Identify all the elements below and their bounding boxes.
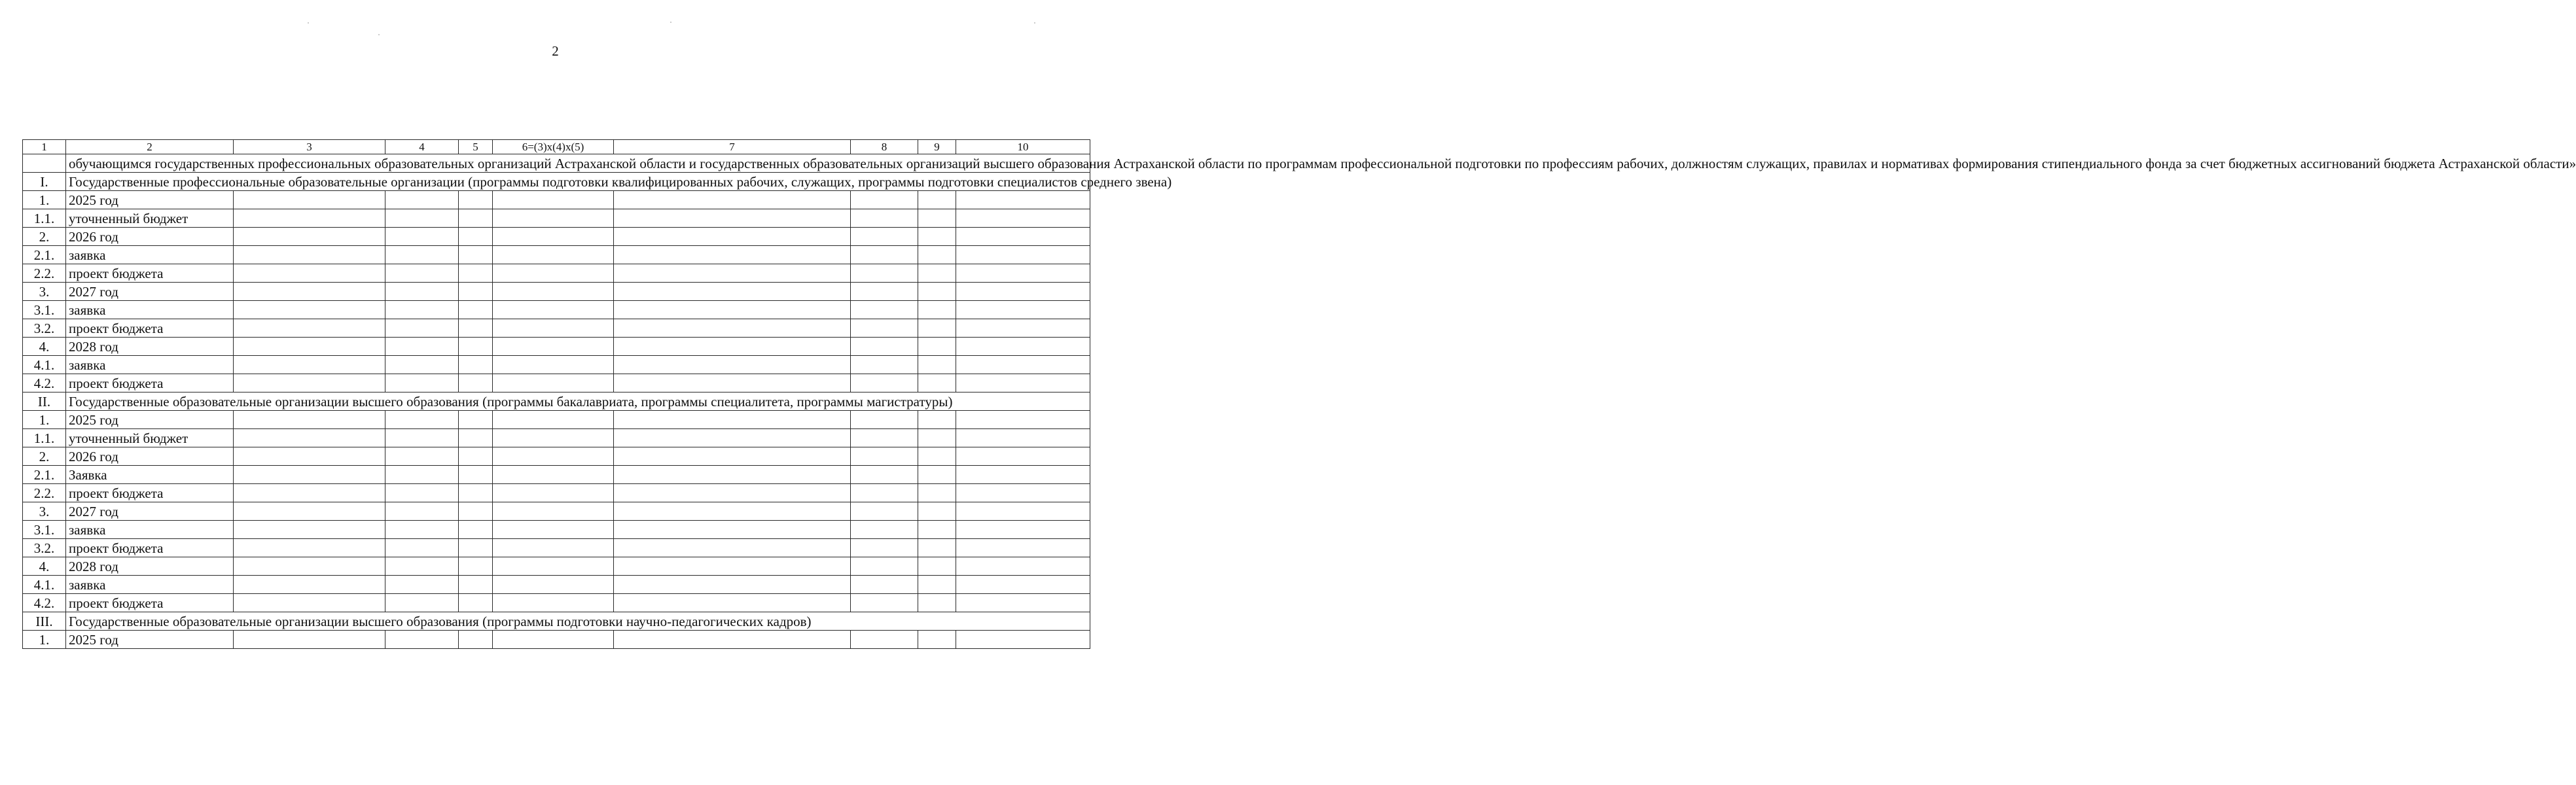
empty-cell xyxy=(459,539,493,557)
empty-cell xyxy=(459,264,493,283)
scan-speck xyxy=(378,34,380,35)
empty-cell xyxy=(234,594,385,612)
empty-cell xyxy=(851,466,918,484)
empty-cell xyxy=(459,319,493,338)
empty-cell xyxy=(918,484,956,502)
empty-cell xyxy=(385,466,459,484)
empty-cell xyxy=(956,539,1090,557)
empty-cell xyxy=(851,576,918,594)
section-header-row xyxy=(23,612,1090,631)
empty-cell xyxy=(918,594,956,612)
empty-cell xyxy=(614,594,851,612)
table-row xyxy=(23,447,1090,466)
column-number: 1 xyxy=(23,140,66,154)
empty-cell xyxy=(493,576,614,594)
empty-cell xyxy=(234,466,385,484)
empty-cell xyxy=(234,484,385,502)
empty-cell xyxy=(385,264,459,283)
empty-cell xyxy=(851,228,918,246)
empty-cell xyxy=(234,209,385,228)
empty-cell xyxy=(493,484,614,502)
page-number: 2 xyxy=(552,43,559,59)
empty-cell xyxy=(493,191,614,209)
empty-cell xyxy=(918,411,956,429)
column-number: 3 xyxy=(234,140,385,154)
row-label: 2025 год xyxy=(66,411,234,429)
empty-cell xyxy=(918,228,956,246)
empty-cell xyxy=(956,283,1090,301)
empty-cell xyxy=(918,191,956,209)
empty-cell xyxy=(493,447,614,466)
row-number: 1.1. xyxy=(23,429,66,447)
row-label: проект бюджета xyxy=(66,594,234,612)
empty-cell xyxy=(956,338,1090,356)
empty-cell xyxy=(956,246,1090,264)
empty-cell xyxy=(851,539,918,557)
row-label: проект бюджета xyxy=(66,264,234,283)
empty-cell xyxy=(234,356,385,374)
empty-cell xyxy=(614,319,851,338)
empty-cell xyxy=(385,338,459,356)
empty-cell xyxy=(493,502,614,521)
table-row xyxy=(23,228,1090,246)
empty-cell xyxy=(956,502,1090,521)
row-label: уточненный бюджет xyxy=(66,209,234,228)
empty-cell xyxy=(851,484,918,502)
empty-cell xyxy=(493,283,614,301)
empty-cell xyxy=(459,209,493,228)
scan-speck xyxy=(1034,22,1035,24)
row-number: 1. xyxy=(23,631,66,649)
row-number: 4.2. xyxy=(23,594,66,612)
empty-cell xyxy=(234,631,385,649)
row-label: 2026 год xyxy=(66,447,234,466)
empty-cell xyxy=(493,319,614,338)
empty-cell xyxy=(851,356,918,374)
row-number: 3.1. xyxy=(23,521,66,539)
empty-cell xyxy=(493,209,614,228)
empty-cell xyxy=(918,374,956,392)
empty-cell xyxy=(385,539,459,557)
empty-cell xyxy=(956,466,1090,484)
empty-cell xyxy=(459,447,493,466)
empty-cell xyxy=(493,411,614,429)
empty-cell xyxy=(234,502,385,521)
empty-cell xyxy=(614,246,851,264)
table-row xyxy=(23,576,1090,594)
empty-cell xyxy=(459,301,493,319)
row-label: заявка xyxy=(66,301,234,319)
empty-cell xyxy=(459,356,493,374)
table-row xyxy=(23,411,1090,429)
empty-cell xyxy=(493,429,614,447)
empty-cell xyxy=(234,246,385,264)
column-number: 5 xyxy=(459,140,493,154)
empty-cell xyxy=(918,246,956,264)
empty-cell xyxy=(385,191,459,209)
empty-cell xyxy=(385,301,459,319)
empty-cell xyxy=(385,631,459,649)
empty-cell xyxy=(493,557,614,576)
empty-cell xyxy=(956,264,1090,283)
empty-cell xyxy=(234,283,385,301)
row-label: 2027 год xyxy=(66,283,234,301)
table-row xyxy=(23,191,1090,209)
table-body xyxy=(23,140,2576,649)
empty-cell xyxy=(614,338,851,356)
empty-cell xyxy=(956,301,1090,319)
table-row xyxy=(23,374,1090,392)
table-row xyxy=(23,264,1090,283)
empty-cell xyxy=(385,484,459,502)
column-number: 8 xyxy=(851,140,918,154)
empty-cell xyxy=(956,374,1090,392)
row-label: 2025 год xyxy=(66,631,234,649)
empty-cell xyxy=(918,557,956,576)
empty-cell xyxy=(851,557,918,576)
empty-cell xyxy=(918,539,956,557)
empty-cell xyxy=(385,374,459,392)
empty-cell xyxy=(851,631,918,649)
empty-cell xyxy=(956,411,1090,429)
empty-cell xyxy=(614,557,851,576)
row-number: 2. xyxy=(23,228,66,246)
empty-cell xyxy=(614,502,851,521)
section-title: Государственные образовательные организации высшего образования (программы бакалавриата, программы специалитета, программы магистратуры) xyxy=(66,392,1090,411)
row-label: проект бюджета xyxy=(66,539,234,557)
row-label: уточненный бюджет xyxy=(66,429,234,447)
empty-cell xyxy=(956,631,1090,649)
empty-cell xyxy=(493,246,614,264)
empty-cell xyxy=(385,246,459,264)
empty-cell xyxy=(234,557,385,576)
empty-cell xyxy=(918,209,956,228)
empty-cell xyxy=(385,356,459,374)
empty-cell xyxy=(385,502,459,521)
empty-cell xyxy=(234,374,385,392)
section-number: II. xyxy=(23,392,66,411)
empty-cell xyxy=(493,539,614,557)
empty-cell xyxy=(385,594,459,612)
empty-cell xyxy=(459,374,493,392)
empty-cell xyxy=(614,374,851,392)
empty-cell xyxy=(493,264,614,283)
table-row xyxy=(23,539,1090,557)
empty-cell xyxy=(234,191,385,209)
empty-cell xyxy=(851,594,918,612)
empty-cell xyxy=(956,484,1090,502)
table-row xyxy=(23,557,1090,576)
empty-cell xyxy=(614,484,851,502)
empty-cell xyxy=(459,594,493,612)
empty-cell xyxy=(956,576,1090,594)
empty-cell xyxy=(956,521,1090,539)
empty-cell xyxy=(234,319,385,338)
table-row xyxy=(23,484,1090,502)
empty-cell xyxy=(851,319,918,338)
scan-speck xyxy=(670,22,671,23)
empty-cell xyxy=(956,557,1090,576)
empty-cell xyxy=(234,539,385,557)
row-label: 2028 год xyxy=(66,338,234,356)
empty-cell xyxy=(614,356,851,374)
row-label: проект бюджета xyxy=(66,319,234,338)
empty-cell xyxy=(851,246,918,264)
empty-cell xyxy=(918,521,956,539)
row-number: 3. xyxy=(23,502,66,521)
intro-row xyxy=(23,154,1090,173)
section-title: Государственные образовательные организации высшего образования (программы подготовки научно-педагогических кадров) xyxy=(66,612,1090,631)
row-number: 3.1. xyxy=(23,301,66,319)
empty-cell xyxy=(614,228,851,246)
empty-cell xyxy=(851,283,918,301)
row-number: 4.2. xyxy=(23,374,66,392)
column-number: 6=(3)x(4)x(5) xyxy=(493,140,614,154)
column-number: 2 xyxy=(66,140,234,154)
empty-cell xyxy=(851,191,918,209)
empty-cell xyxy=(385,228,459,246)
row-label: заявка xyxy=(66,356,234,374)
empty-cell xyxy=(918,502,956,521)
empty-cell xyxy=(493,466,614,484)
empty-cell xyxy=(614,429,851,447)
empty-cell xyxy=(851,301,918,319)
empty-cell xyxy=(851,338,918,356)
row-number: 2.2. xyxy=(23,484,66,502)
empty-cell xyxy=(459,484,493,502)
table-row xyxy=(23,209,1090,228)
empty-cell xyxy=(493,301,614,319)
empty-cell xyxy=(918,429,956,447)
empty-cell xyxy=(459,576,493,594)
row-number: 1.1. xyxy=(23,209,66,228)
empty-cell xyxy=(385,411,459,429)
empty-cell xyxy=(493,228,614,246)
empty-cell xyxy=(851,502,918,521)
section-header-row xyxy=(23,173,1090,191)
empty-cell xyxy=(234,301,385,319)
table-row xyxy=(23,502,1090,521)
empty-cell xyxy=(459,338,493,356)
empty-cell xyxy=(493,338,614,356)
empty-cell xyxy=(459,429,493,447)
empty-cell xyxy=(459,283,493,301)
empty-cell xyxy=(614,191,851,209)
empty-cell xyxy=(385,557,459,576)
row-number: 4.1. xyxy=(23,576,66,594)
empty-cell xyxy=(234,228,385,246)
empty-cell xyxy=(918,301,956,319)
table-row xyxy=(23,319,1090,338)
section-number: III. xyxy=(23,612,66,631)
empty-cell xyxy=(459,521,493,539)
empty-cell xyxy=(234,576,385,594)
empty-cell xyxy=(614,283,851,301)
table-row xyxy=(23,246,1090,264)
empty-cell xyxy=(493,374,614,392)
empty-cell xyxy=(851,264,918,283)
row-label: 2027 год xyxy=(66,502,234,521)
row-number: 1. xyxy=(23,191,66,209)
empty-cell xyxy=(234,447,385,466)
empty-cell xyxy=(918,338,956,356)
empty-cell xyxy=(459,411,493,429)
empty-cell xyxy=(918,356,956,374)
row-number: 3.2. xyxy=(23,319,66,338)
empty-cell xyxy=(918,631,956,649)
table-row xyxy=(23,429,1090,447)
empty-cell xyxy=(851,411,918,429)
section-number: I. xyxy=(23,173,66,191)
empty-cell xyxy=(614,576,851,594)
empty-cell xyxy=(614,411,851,429)
empty-cell xyxy=(234,411,385,429)
row-label: Заявка xyxy=(66,466,234,484)
empty-cell xyxy=(918,319,956,338)
empty-cell xyxy=(851,209,918,228)
empty-cell xyxy=(918,576,956,594)
empty-cell xyxy=(234,521,385,539)
row-number: 3.2. xyxy=(23,539,66,557)
table-row xyxy=(23,283,1090,301)
empty-cell xyxy=(234,264,385,283)
row-label: заявка xyxy=(66,246,234,264)
row-label: 2028 год xyxy=(66,557,234,576)
table-row xyxy=(23,521,1090,539)
empty-cell xyxy=(918,447,956,466)
empty-cell xyxy=(918,283,956,301)
column-number: 4 xyxy=(385,140,459,154)
row-label: 2026 год xyxy=(66,228,234,246)
column-number: 7 xyxy=(614,140,851,154)
empty-cell xyxy=(956,356,1090,374)
empty-cell xyxy=(614,209,851,228)
table-row xyxy=(23,301,1090,319)
section-title: Государственные профессиональные образовательные организации (программы подготовки квалифицированных рабочих, служащих, программы подготовки специалистов среднего звена) xyxy=(66,173,1090,191)
empty-cell xyxy=(614,631,851,649)
empty-cell xyxy=(385,576,459,594)
section-header-row xyxy=(23,392,1090,411)
empty-cell xyxy=(459,191,493,209)
row-label: проект бюджета xyxy=(66,374,234,392)
empty-cell xyxy=(385,319,459,338)
table-row xyxy=(23,631,1090,649)
row-number: 2.1. xyxy=(23,466,66,484)
empty-cell xyxy=(493,521,614,539)
empty-cell xyxy=(459,228,493,246)
empty-cell xyxy=(23,154,66,173)
empty-cell xyxy=(459,502,493,521)
empty-cell xyxy=(459,466,493,484)
empty-cell xyxy=(918,264,956,283)
empty-cell xyxy=(385,447,459,466)
intro-text: обучающимся государственных профессиональных образовательных организаций Астраханской области и государственных образовательных организаций высшего образования Астраханской области по программам профессиональной подготовки по профессиям рабочих, должностям служащих, правилах и нормативах формирования стипендиального фонда за счет бюджетных ассигнований бюджета Астраханской области» xyxy=(66,154,1090,173)
row-number: 2.2. xyxy=(23,264,66,283)
empty-cell xyxy=(851,447,918,466)
table-row xyxy=(23,466,1090,484)
empty-cell xyxy=(956,209,1090,228)
empty-cell xyxy=(918,466,956,484)
empty-cell xyxy=(459,557,493,576)
empty-cell xyxy=(493,356,614,374)
row-label: проект бюджета xyxy=(66,484,234,502)
empty-cell xyxy=(614,447,851,466)
empty-cell xyxy=(234,338,385,356)
empty-cell xyxy=(385,209,459,228)
row-label: заявка xyxy=(66,576,234,594)
empty-cell xyxy=(459,631,493,649)
row-label: заявка xyxy=(66,521,234,539)
empty-cell xyxy=(956,191,1090,209)
empty-cell xyxy=(956,594,1090,612)
empty-cell xyxy=(385,521,459,539)
empty-cell xyxy=(956,228,1090,246)
row-number: 2.1. xyxy=(23,246,66,264)
row-number: 4. xyxy=(23,338,66,356)
empty-cell xyxy=(614,301,851,319)
empty-cell xyxy=(614,539,851,557)
empty-cell xyxy=(851,429,918,447)
empty-cell xyxy=(493,594,614,612)
budget-table xyxy=(22,139,2576,649)
table-row xyxy=(23,338,1090,356)
empty-cell xyxy=(459,246,493,264)
empty-cell xyxy=(493,631,614,649)
row-number: 2. xyxy=(23,447,66,466)
column-number: 9 xyxy=(918,140,956,154)
row-label: 2025 год xyxy=(66,191,234,209)
empty-cell xyxy=(614,264,851,283)
row-number: 3. xyxy=(23,283,66,301)
empty-cell xyxy=(385,429,459,447)
row-number: 4.1. xyxy=(23,356,66,374)
column-number-row xyxy=(23,140,1090,154)
empty-cell xyxy=(956,319,1090,338)
table-row xyxy=(23,594,1090,612)
empty-cell xyxy=(851,374,918,392)
empty-cell xyxy=(956,447,1090,466)
empty-cell xyxy=(385,283,459,301)
row-number: 1. xyxy=(23,411,66,429)
empty-cell xyxy=(614,466,851,484)
column-number: 10 xyxy=(956,140,1090,154)
empty-cell xyxy=(234,429,385,447)
empty-cell xyxy=(614,521,851,539)
row-number: 4. xyxy=(23,557,66,576)
scan-speck xyxy=(308,22,309,24)
empty-cell xyxy=(851,521,918,539)
empty-cell xyxy=(956,429,1090,447)
table-row xyxy=(23,356,1090,374)
